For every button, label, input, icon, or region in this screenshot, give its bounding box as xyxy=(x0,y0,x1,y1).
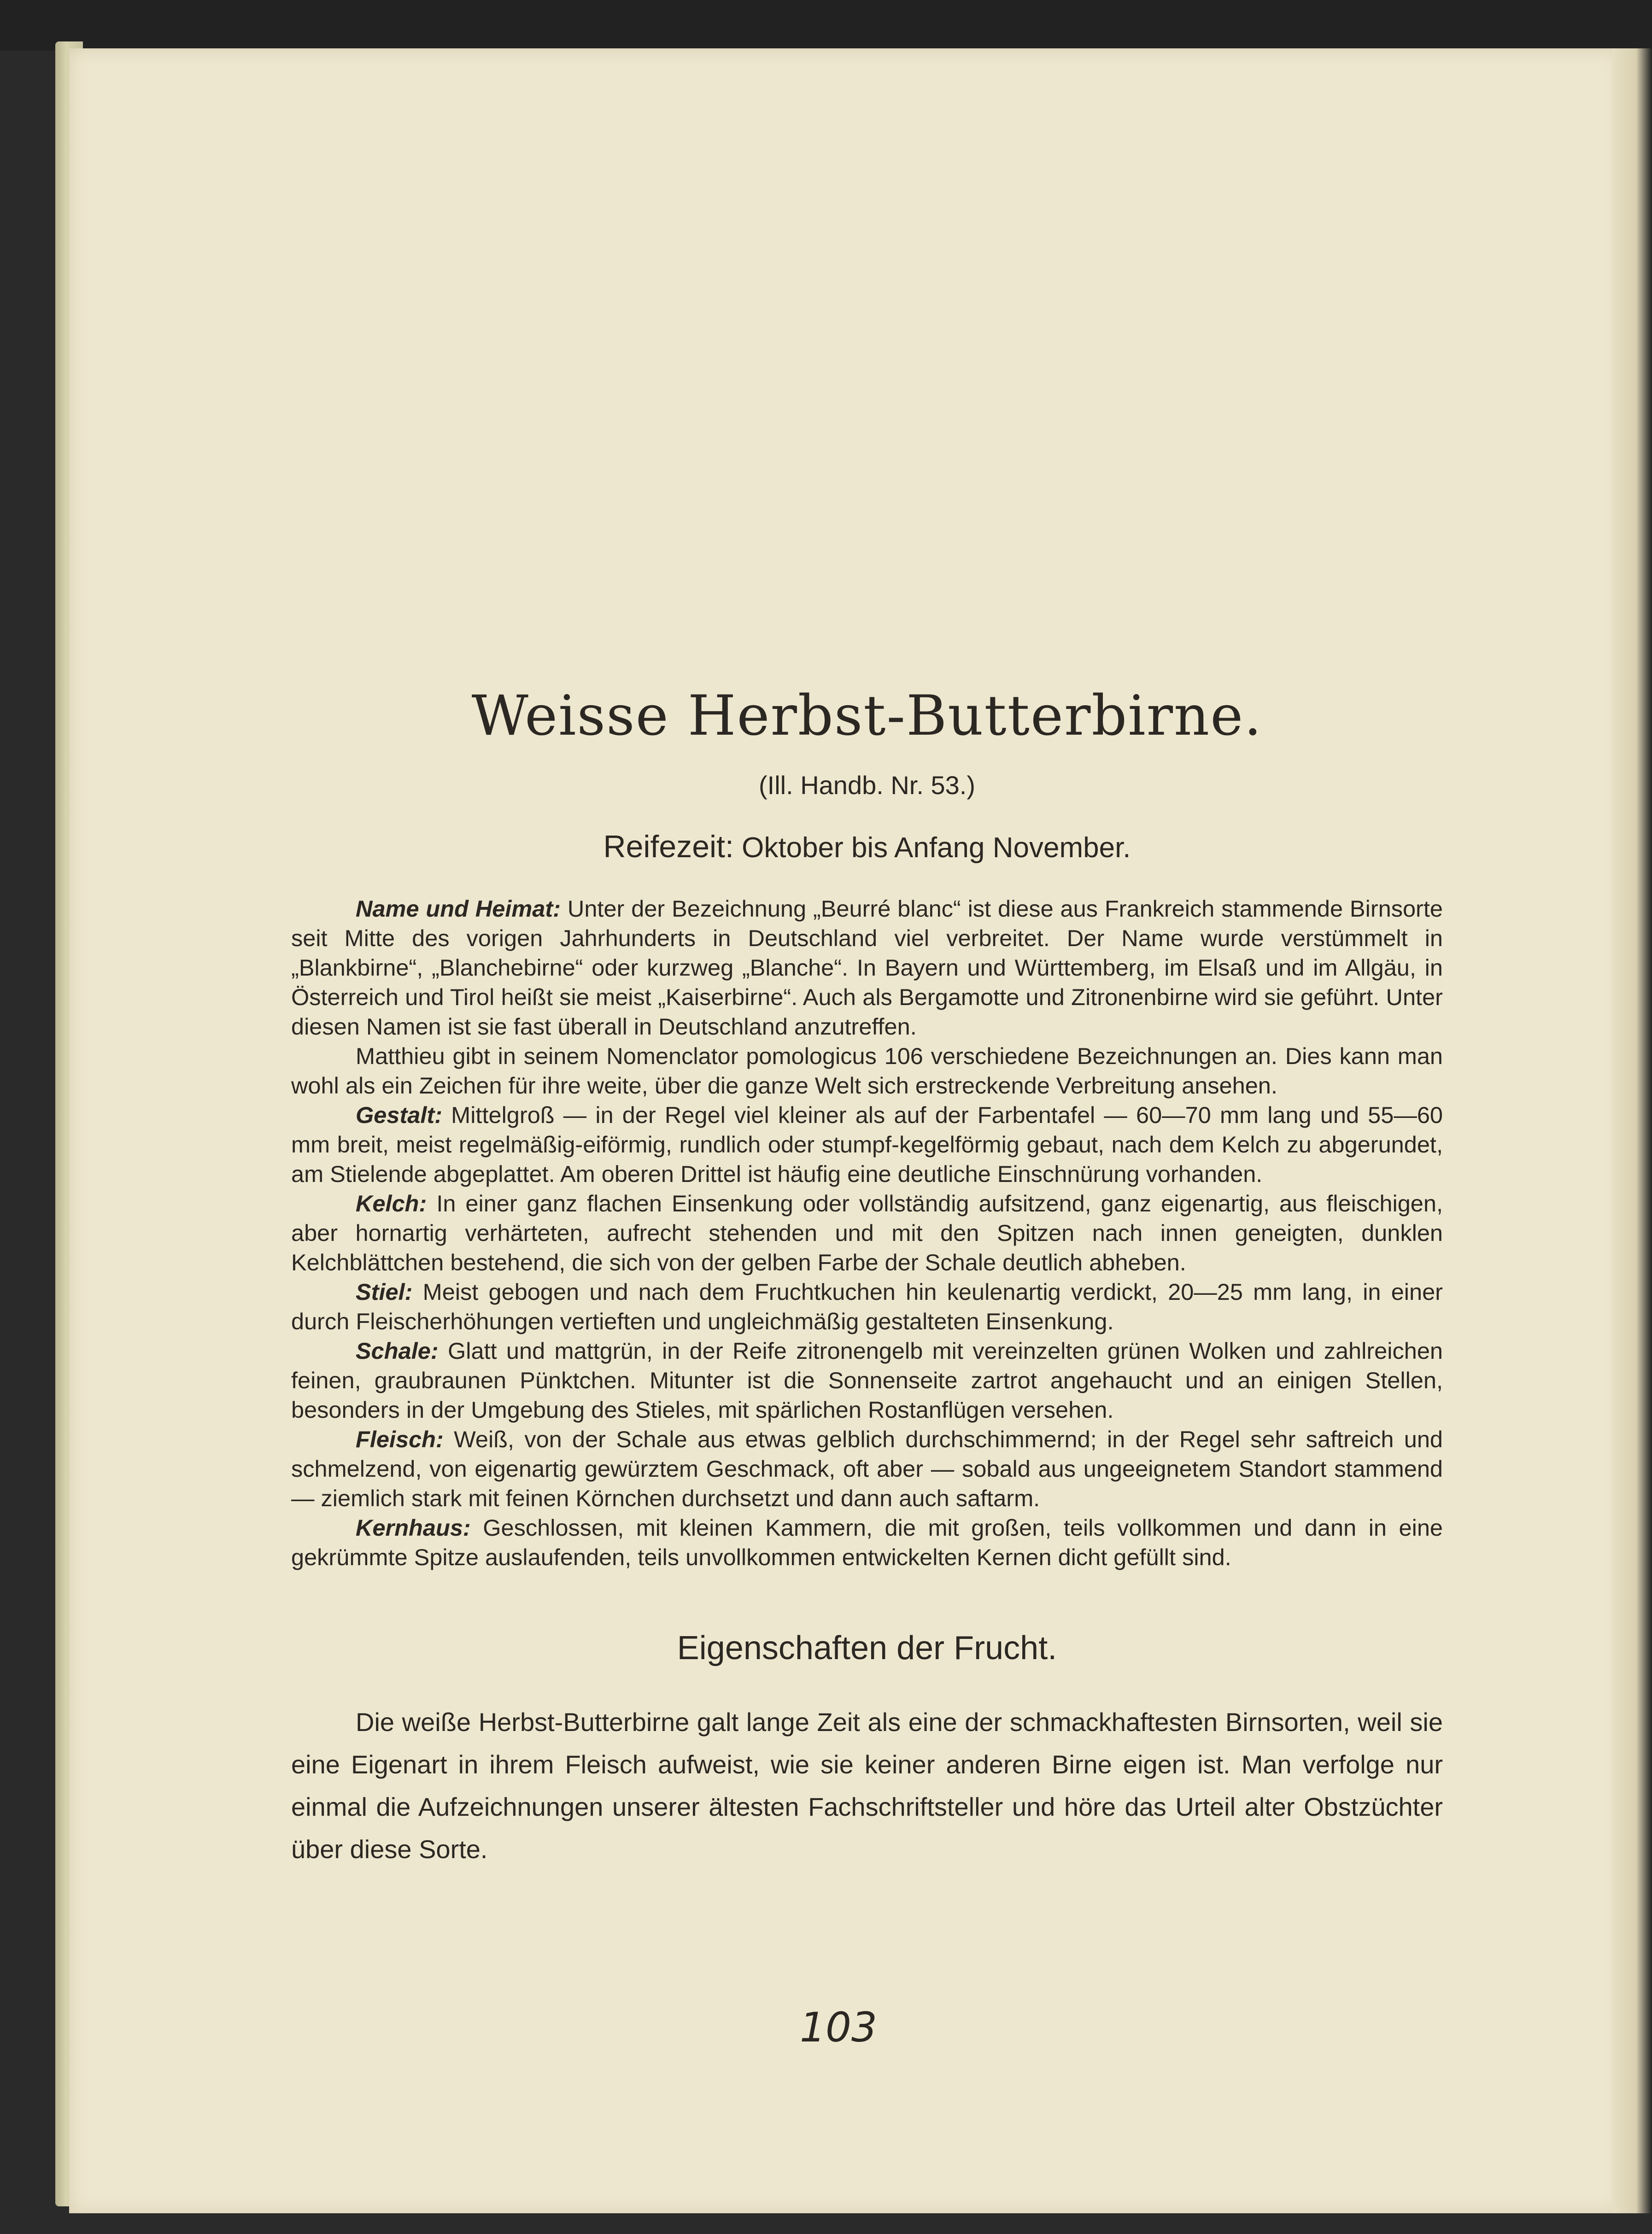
paragraph-text: Unter der Bezeichnung „Beurré blanc“ ist diese aus Frankreich stammende Birnsorte seit Mitte des vorigen Jahrhunderts in Deutschland viel verbreitet. Der Name wurde verstümmelt in „Blankbirne“, „Blanchebirne“ oder kurzweg „Blanche“. In Bayern und Württemberg, im Elsaß und im Allgäu, in Österreich und Tirol heißt sie meist „Kaiserbirne“. Auch als Bergamotte und Zitronenbirne wird sie geführt. Unter diesen Namen ist sie fast überall in Deutschland anzutreffen. xyxy=(291,895,1443,1040)
paragraph-term: Kelch: xyxy=(356,1190,427,1216)
page-gutter xyxy=(1612,48,1652,2213)
paragraph-text: Mittelgroß — in der Regel viel kleiner als auf der Farbentafel — 60—70 mm lang und 55—60 mm breit, meist regelmäßig-eiförmig, rundlich oder stumpf-kegelförmig gebaut, nach dem Kelch zu abgerundet, am Stielende abgeplattet. Am oberen Drittel ist häufig eine deutliche Einschnürung vorhanden. xyxy=(291,1102,1443,1187)
paragraph-text: Geschlossen, mit kleinen Kammern, die mit großen, teils vollkommen und dann in eine gekrümmte Spitze auslaufenden, teils unvollkommen entwickelten Kernen dicht gefüllt sind. xyxy=(291,1515,1443,1570)
ripening-value: Oktober bis Anfang November. xyxy=(742,832,1131,864)
paragraph-text: Weiß, von der Schale aus etwas gelblich durchschimmernd; in der Regel sehr saftreich und schmelzend, von eigenartig gewürztem Geschmack, oft aber — sobald aus ungeeignetem Standort stammend — ziemlich stark mit feinen Körnchen durchsetzt und dann auch saftarm. xyxy=(291,1426,1443,1511)
paragraph-matthieu xyxy=(291,1041,1443,1100)
paragraph-flesh xyxy=(291,1425,1443,1513)
paragraph-text: Glatt und mattgrün, in der Reife zitronengelb mit vereinzelten grünen Wolken und zahlreichen feinen, graubraunen Pünktchen. Mitunter ist die Sonnenseite zartrot angehaucht und an einigen Stellen, besonders in der Umgebung des Stieles, mit spärlichen Rostanflügen versehen. xyxy=(291,1338,1443,1423)
paragraph-text: In einer ganz flachen Einsenkung oder vollständig aufsitzend, ganz eigenartig, aus fleischigen, aber hornartig verhärteten, aufrecht stehenden und mit den Spitzen nach innen geneigten, dunklen Kelchblättchen bestehend, die sich von der gelben Farbe der Schale deutlich abheben. xyxy=(291,1190,1443,1275)
paragraph-skin xyxy=(291,1336,1443,1425)
section-heading: Eigenschaften der Frucht. xyxy=(677,1630,1057,1667)
page-number: 103 xyxy=(800,2004,877,2051)
ripening-label: Reifezeit: xyxy=(603,829,734,864)
paragraph-shape xyxy=(291,1100,1443,1189)
paragraph-core xyxy=(291,1513,1443,1572)
scan-background xyxy=(0,0,1652,51)
description-body xyxy=(291,894,1443,1572)
paragraph-term: Gestalt: xyxy=(356,1102,443,1128)
paragraph-name-origin xyxy=(291,894,1443,1041)
paragraph-term: Stiel: xyxy=(356,1279,413,1305)
paragraph-stem xyxy=(291,1277,1443,1336)
page-content xyxy=(291,682,1443,1896)
section-body: Die weiße Herbst-Butterbirne galt lange Zeit als eine der schmackhaftesten Birnsorten, weil sie eine Eigenart in ihrem Fleisch aufweist, wie sie keiner anderen Birne eigen ist. Man verfolge nur einmal die Aufzeichnungen unserer ältesten Fachschriftsteller und höre das Urteil alter Obstzüchter über diese Sorte. xyxy=(291,1708,1443,1864)
paragraph-term: Name und Heimat: xyxy=(356,895,561,922)
paragraph-text: Meist gebogen und nach dem Fruchtkuchen hin keulenartig verdickt, 20—25 mm lang, in einer durch Fleischerhöhungen vertieften und ungleichmäßig gestalteten Einsenkung. xyxy=(291,1279,1443,1334)
paragraph-term: Fleisch: xyxy=(356,1426,444,1452)
ripening-line xyxy=(291,828,1443,866)
handbook-reference: (Ill. Handb. Nr. 53.) xyxy=(759,771,975,800)
paragraph-text: Matthieu gibt in seinem Nomenclator pomologicus 106 verschiedene Bezeichnungen an. Dies kann man wohl als ein Zeichen für ihre weite, über die ganze Welt sich erstreckende Verbreitung ansehen. xyxy=(291,1043,1443,1099)
paragraph-calyx xyxy=(291,1189,1443,1277)
paragraph-term: Schale: xyxy=(356,1338,439,1364)
paragraph-term: Kernhaus: xyxy=(356,1515,471,1541)
page-title: Weisse Herbst-Butterbirne. xyxy=(471,684,1263,748)
